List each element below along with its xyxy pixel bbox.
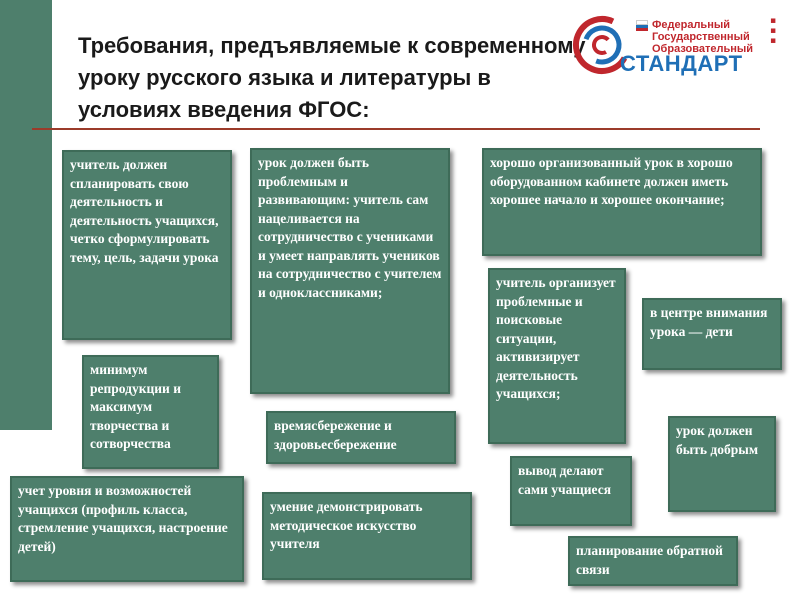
requirement-text: урок должен быть добрым — [676, 423, 759, 457]
requirement-box-conclusion — [510, 456, 632, 526]
requirement-text: в центре внимания урока — дети — [650, 305, 768, 339]
requirement-box-feedback — [568, 536, 738, 586]
requirement-box-kind-lesson — [668, 416, 776, 512]
requirement-text: планирование обратной связи — [576, 543, 723, 577]
requirement-box-planning — [62, 150, 232, 340]
requirement-box-problem-lesson — [250, 148, 450, 394]
requirement-box-children-focus — [642, 298, 782, 370]
requirement-text: урок должен быть проблемным и развивающим: учитель сам нацеливается на сотрудничество с учениками и умеет направлять учеников на сотрудничество с учителем и одноклассниками; — [258, 155, 442, 300]
requirement-text: учет уровня и возможностей учащихся (профиль класса, стремление учащихся, настроение детей) — [18, 483, 228, 554]
title-divider — [32, 128, 760, 130]
requirement-text: учитель должен спланировать свою деятельность и деятельность учащихся, четко сформулировать тему, цель, задачи урока — [70, 157, 219, 265]
decorative-dots: ▪ ▪ ▪ — [770, 16, 777, 46]
requirement-text: хорошее начало и хорошее окончание; — [490, 192, 725, 207]
requirement-box-student-level — [10, 476, 244, 582]
logo-line-2: Государственный — [652, 31, 750, 43]
side-accent-bar — [0, 0, 52, 430]
requirement-text: умение демонстрировать методическое искусство учителя — [270, 499, 423, 551]
requirement-box-time-health — [266, 411, 456, 464]
requirement-box-creativity — [82, 355, 219, 469]
requirement-text: учитель организует проблемные и поисковые ситуации, активизирует деятельность учащихся; — [496, 275, 616, 401]
requirement-box-problem-situations — [488, 268, 626, 444]
requirement-box-methodical-art — [262, 492, 472, 580]
requirement-text: вывод делают сами учащиеся — [518, 463, 611, 497]
requirement-box-organized-lesson — [482, 148, 762, 256]
logo-line-3: Образовательный — [652, 43, 754, 55]
russia-flag-icon — [636, 20, 648, 29]
logo-line-1: Федеральный — [652, 19, 730, 31]
fgos-logo — [572, 14, 762, 76]
logo-main-text: СТАНДАРТ — [620, 51, 743, 76]
slide-title: Требования, предъявляемые к современному уроку русского языка и литературы в условиях введения ФГОС: — [78, 33, 586, 122]
requirement-text: времясбережение и здоровьесбережение — [274, 418, 397, 452]
requirement-text: минимум репродукции и максимум творчества и сотворчества — [90, 362, 181, 451]
requirement-text: хорошо организованный урок в хорошо оборудованном кабинете должен иметь — [490, 155, 733, 189]
